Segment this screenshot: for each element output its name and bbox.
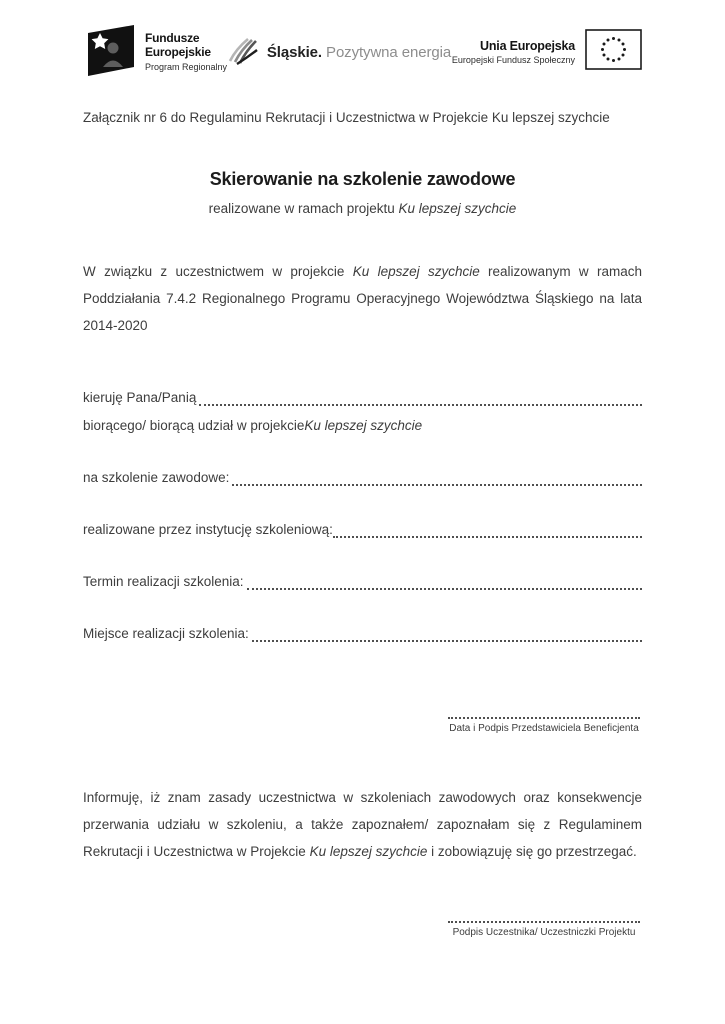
field-kieruje bbox=[83, 384, 642, 411]
fundusze-flag-icon bbox=[83, 24, 137, 81]
subtitle-prefix: realizowane w ramach projektu bbox=[208, 201, 399, 216]
declaration-part2: i zobowiązuję się go przestrzegać. bbox=[427, 844, 637, 859]
signature-beneficiary bbox=[446, 711, 642, 734]
field-instytucja-label: realizowane przez instytucję szkoleniową: bbox=[83, 522, 333, 537]
field-miejsce bbox=[83, 620, 642, 647]
field-instytucja bbox=[83, 516, 642, 543]
fundusze-subtitle: Program Regionalny bbox=[145, 61, 228, 72]
fundusze-title-line2: Europejskie bbox=[145, 44, 211, 59]
signature-participant-line bbox=[448, 915, 640, 923]
logo-fundusze-europejskie bbox=[83, 24, 227, 81]
subtitle-project-name: Ku lepszej szychcie bbox=[398, 201, 517, 216]
field-szkolenie-fill-line bbox=[232, 464, 642, 486]
intro-project-name: Ku lepszej szychcie bbox=[352, 264, 480, 279]
intro-part1: W związku z uczestnictwem w projekcie bbox=[83, 264, 353, 279]
field-termin-label: Termin realizacji szkolenia: bbox=[83, 574, 244, 589]
page-title: Skierowanie na szkolenie zawodowe bbox=[209, 169, 516, 189]
signature-participant bbox=[446, 915, 642, 938]
declaration-project-name: Ku lepszej szychcie bbox=[309, 844, 428, 859]
field-miejsce-label: Miejsce realizacji szkolenia: bbox=[83, 626, 249, 641]
field-kieruje-fill-line bbox=[199, 384, 642, 406]
signature-beneficiary-caption: Data i Podpis Przedstawiciela Beneficjenta bbox=[449, 723, 639, 734]
declaration-paragraph bbox=[83, 784, 642, 865]
slaskie-swoosh-icon bbox=[228, 35, 258, 70]
slaskie-logo-text bbox=[267, 44, 451, 61]
field-bioracego-label: biorącego/ biorącą udział w projekcie bbox=[83, 418, 305, 433]
page-subtitle bbox=[83, 201, 642, 216]
intro-part2: realizowanym w ramach Poddziałania 7.4.2 Regionalnego Programu Operacyjnego Województwa Śląskiego na lata 2014-2020 bbox=[83, 264, 642, 333]
field-termin bbox=[83, 568, 642, 595]
slaskie-tagline: Pozytywna energia bbox=[321, 43, 452, 61]
field-bioracego bbox=[83, 412, 642, 439]
declaration-part1: Informuję, iż znam zasady uczestnictwa w szkoleniach zawodowych oraz konsekwencje przerwania udziału w szkoleniu, a także zapoznałem/ zapoznałam się z Regulaminem Rekrutacji i Uczestnictwa w Projekcie bbox=[83, 790, 642, 859]
field-kieruje-label: kieruję Pana/Panią bbox=[83, 390, 197, 405]
signature-participant-caption: Podpis Uczestnika/ Uczestniczki Projektu bbox=[452, 927, 636, 938]
signature-beneficiary-line bbox=[448, 711, 640, 719]
slaskie-brand: Śląskie. bbox=[266, 43, 322, 61]
attachment-note: Załącznik nr 6 do Regulaminu Rekrutacji i Uczestnictwa w Projekcie Ku lepszej szychcie bbox=[83, 110, 610, 125]
field-szkolenie bbox=[83, 464, 642, 491]
intro-paragraph bbox=[83, 258, 642, 339]
ue-logo-text bbox=[452, 39, 575, 65]
field-miejsce-fill-line bbox=[252, 620, 642, 642]
field-instytucja-fill-line bbox=[333, 516, 642, 538]
logo-slaskie bbox=[228, 35, 451, 70]
field-bioracego-project-name: Ku lepszej szychcie bbox=[304, 418, 423, 433]
logo-unia-europejska bbox=[452, 29, 642, 75]
logo-header bbox=[83, 22, 642, 82]
field-szkolenie-label: na szkolenie zawodowe: bbox=[83, 470, 230, 485]
fundusze-title-line1: Fundusze bbox=[145, 31, 200, 46]
eu-flag-icon bbox=[585, 29, 642, 75]
field-termin-fill-line bbox=[247, 568, 642, 590]
ue-title: Unia Europejska bbox=[480, 39, 575, 53]
ue-subtitle: Europejski Fundusz Społeczny bbox=[451, 55, 575, 65]
fundusze-logo-text bbox=[145, 32, 227, 72]
